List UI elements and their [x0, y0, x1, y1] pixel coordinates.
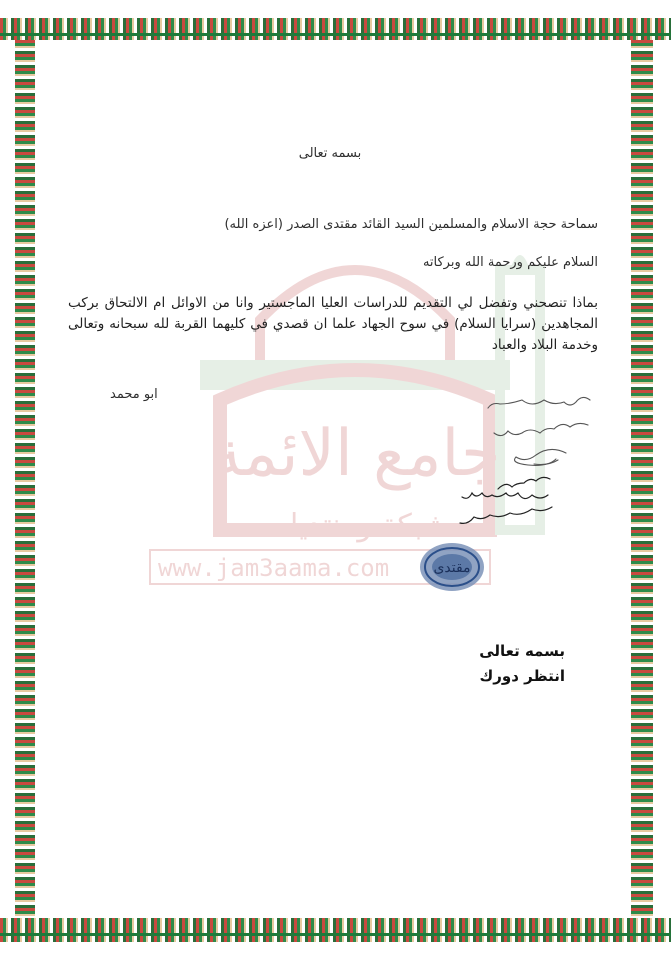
right-border-pattern	[631, 40, 653, 918]
watermark-url: www.jam3aama.com	[158, 554, 390, 582]
reply-heading: بسمه تعالى	[479, 642, 565, 660]
bottom-border-pattern	[0, 918, 671, 942]
left-border-pattern	[15, 40, 35, 918]
letter-greeting: السلام عليكم ورحمة الله وبركاته	[422, 255, 598, 270]
letter-signature: ابو محمد	[110, 387, 158, 402]
reply-text: انتظر دورك	[479, 667, 565, 685]
letter-body: بماذا تنصحني وتفضل لي التقديم للدراسات العليا الماجستير وانا من الاوائل ام الالتحاق بركب المجاهدين (سرايا السلام) في سوح الجهاد علما ان قصدي في كليهما القربة لله سبحانه وتعالى وخدمة البلاد والعباد	[68, 295, 598, 353]
top-border-pattern	[0, 18, 671, 40]
watermark-subtitle: شبكة ومنتديات	[261, 508, 449, 543]
stamp-seal	[418, 540, 486, 594]
watermark-title: جامع الائمة	[209, 417, 501, 491]
letter-salutation: سماحة حجة الاسلام والمسلمين السيد القائد مقتدى الصدر (اعزه الله)	[224, 217, 598, 232]
handwritten-reply	[440, 385, 600, 545]
letter-heading: بسمه تعالى	[298, 146, 362, 161]
stamp-text: مقتدى	[433, 560, 471, 576]
